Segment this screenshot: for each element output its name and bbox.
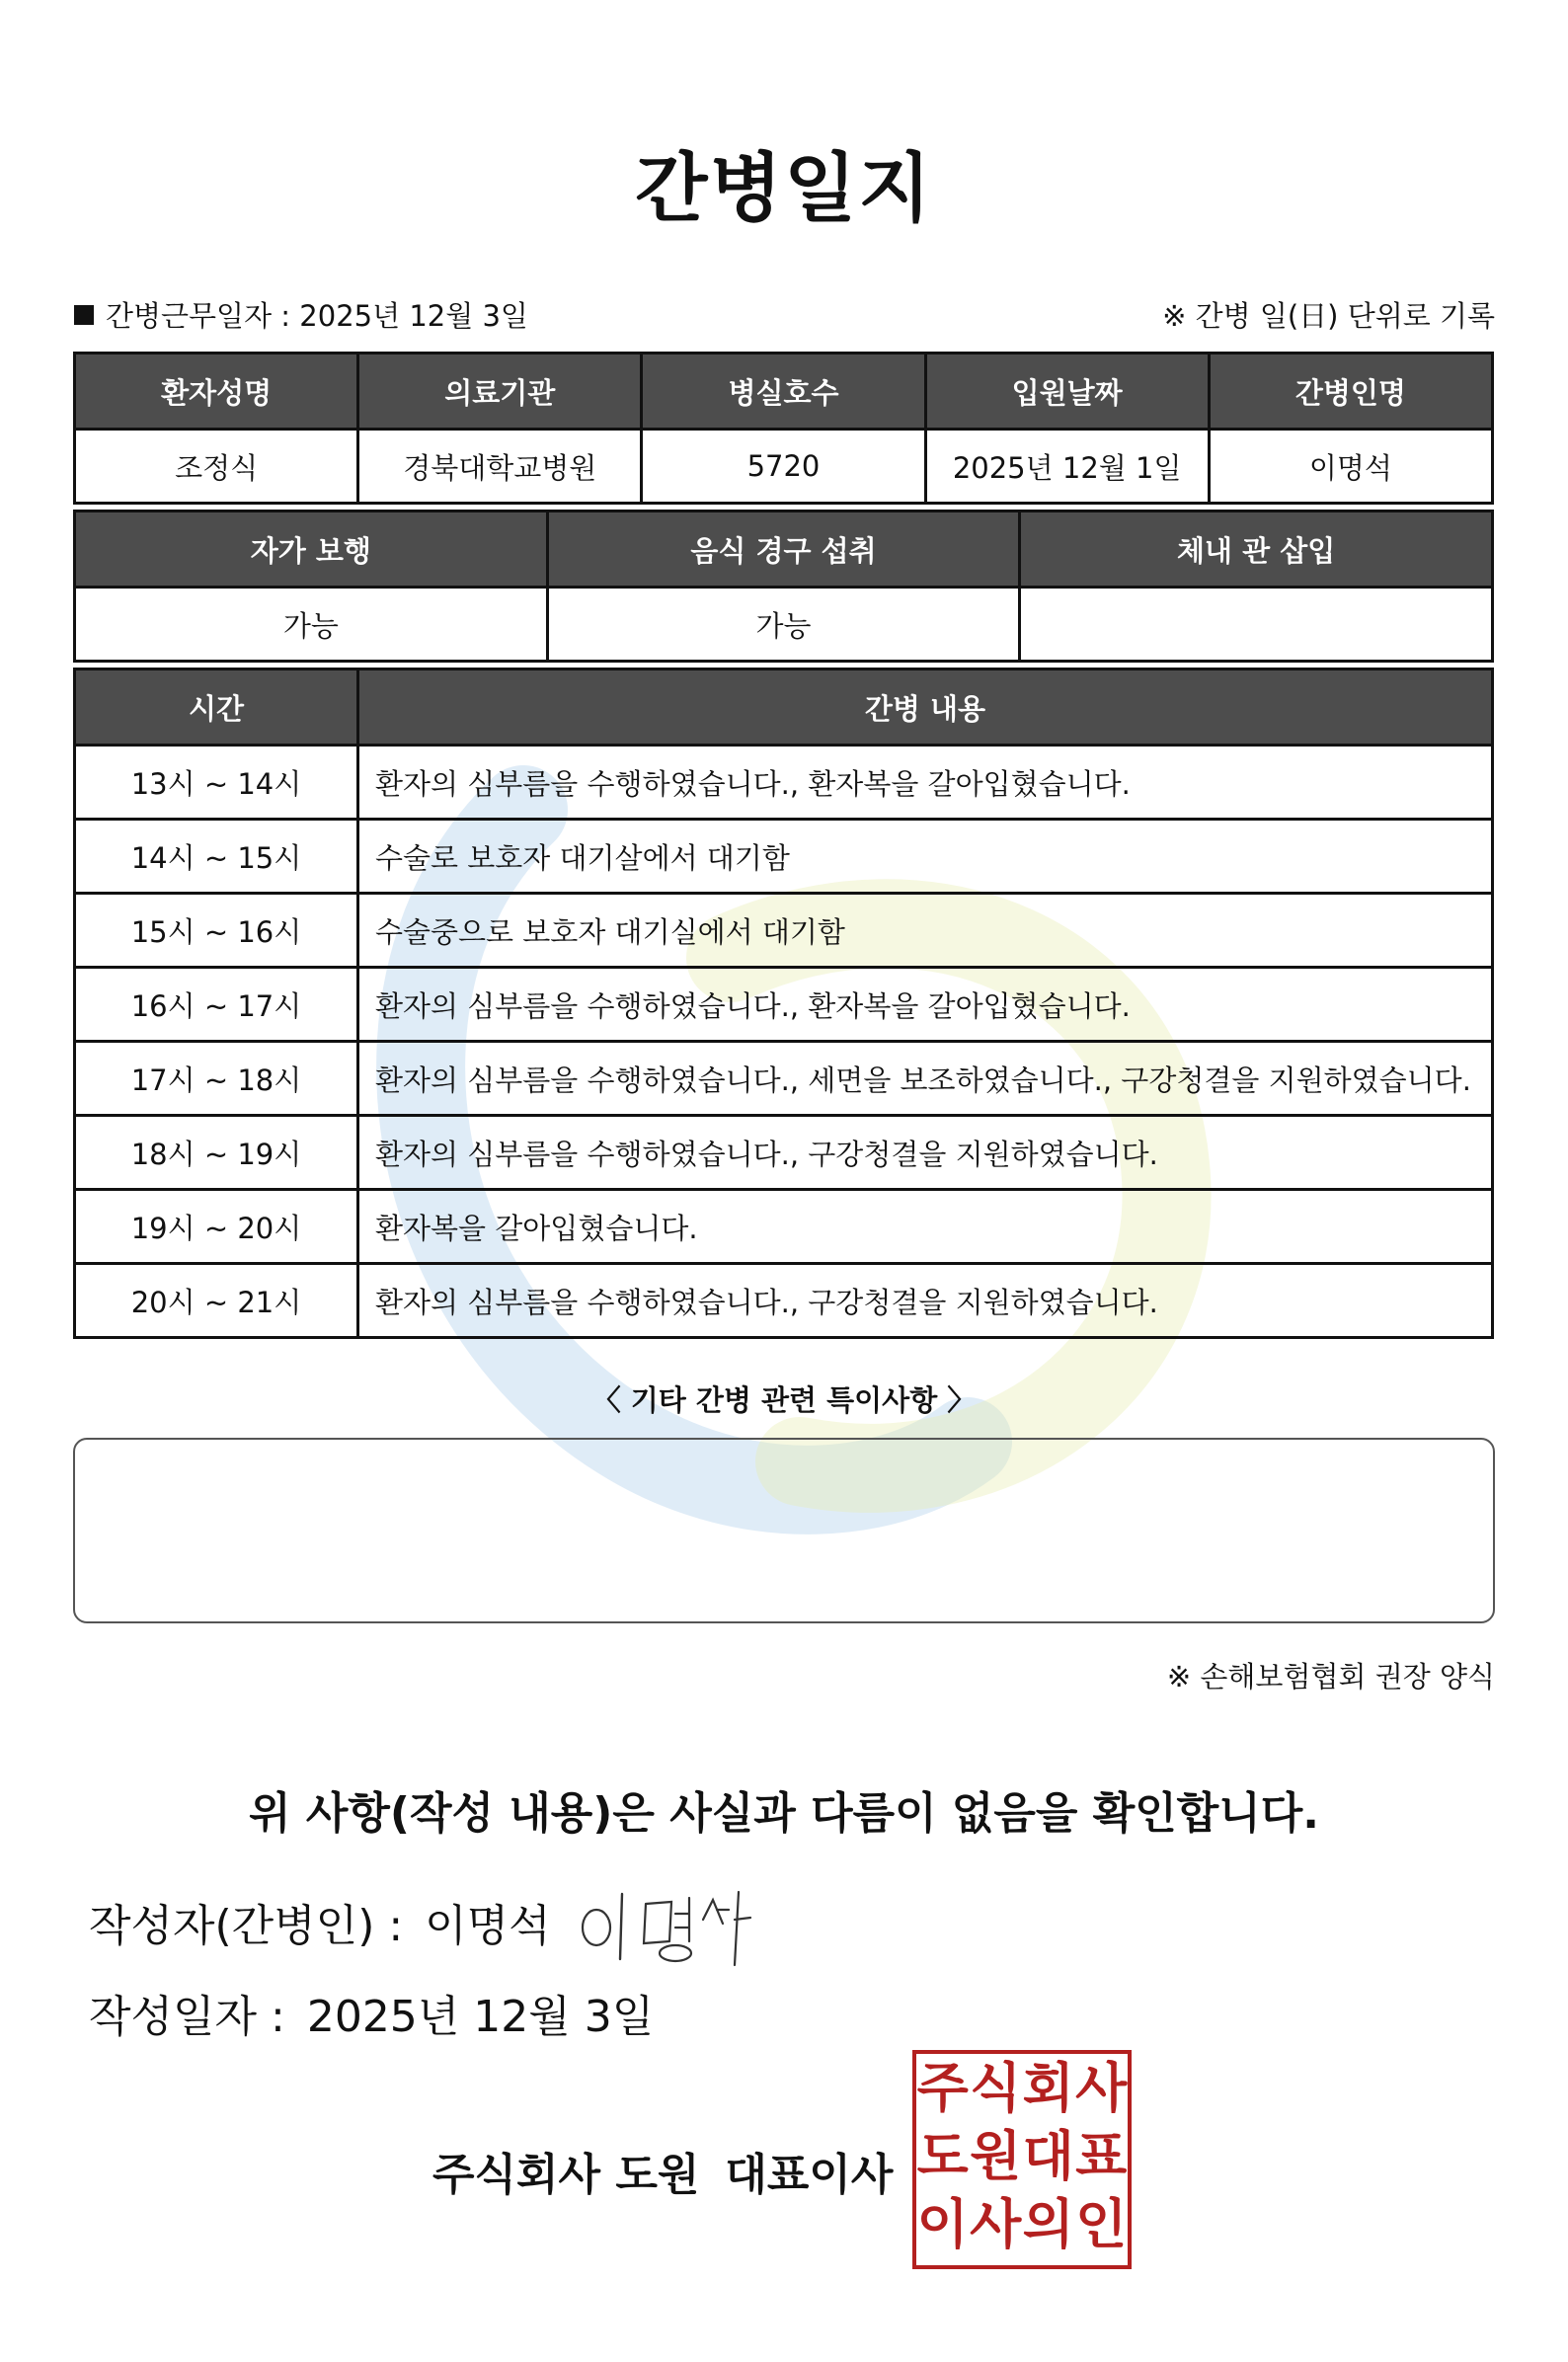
seal-char: 대 — [1022, 2124, 1074, 2187]
oral-intake-value: 가능 — [547, 588, 1020, 662]
hospital-name: 경북대학교병원 — [358, 430, 642, 504]
tube-insertion-value — [1020, 588, 1493, 662]
log-time: 17시 ~ 18시 — [75, 1042, 358, 1116]
page-title: 간병일지 — [635, 144, 933, 232]
seal-char: 이 — [916, 2192, 969, 2255]
seal-char: 회 — [1022, 2056, 1074, 2119]
written-date-label: 작성일자 : — [89, 1992, 285, 2042]
log-time: 13시 ~ 14시 — [75, 746, 358, 820]
patient-status-table — [73, 510, 1494, 663]
seal-char: 표 — [1075, 2124, 1128, 2187]
log-content: 환자의 심부름을 수행하였습니다., 구강청결을 지원하였습니다. — [358, 1264, 1493, 1338]
header-admission-date: 입원날짜 — [925, 354, 1209, 430]
written-date-value: 2025년 12월 3일 — [306, 1992, 655, 2042]
table-row — [75, 820, 1493, 894]
table-row — [75, 1116, 1493, 1190]
care-log-table — [73, 668, 1494, 1339]
header-caregiver-name: 간병인명 — [1209, 354, 1492, 430]
table-row — [75, 1190, 1493, 1264]
confirmation-statement: 위 사항(작성 내용)은 사실과 다름이 없음을 확인합니다. — [249, 1788, 1319, 1839]
log-header-row — [75, 669, 1493, 746]
status-header-row — [75, 512, 1493, 588]
company-line — [432, 2139, 893, 2202]
table-row — [75, 1264, 1493, 1338]
seal-char: 사 — [1075, 2056, 1128, 2119]
notes-heading: 〈 기타 간병 관련 특이사항 〉 — [591, 1383, 977, 1417]
seal-row — [916, 2190, 1128, 2258]
seal-char: 원 — [970, 2124, 1022, 2187]
seal-char: 의 — [1022, 2192, 1074, 2255]
caregiver-name: 이명석 — [1209, 430, 1492, 504]
header-room: 병실호수 — [642, 354, 925, 430]
status-value-row — [75, 588, 1493, 662]
header-care-content: 간병 내용 — [358, 669, 1493, 746]
work-date — [74, 294, 528, 335]
seal-char: 식 — [970, 2056, 1022, 2119]
form-note: ※ 손해보험협회 권장 양식 — [1166, 1660, 1495, 1693]
company-name: 주식회사 도원 — [432, 2150, 700, 2200]
seal-row — [916, 2054, 1128, 2122]
header-patient-name: 환자성명 — [75, 354, 358, 430]
seal-row — [916, 2122, 1128, 2190]
admission-date: 2025년 12월 1일 — [925, 430, 1209, 504]
work-date-value: 2025년 12월 3일 — [299, 299, 528, 333]
patient-value-row — [75, 430, 1493, 504]
patient-name: 조정식 — [75, 430, 358, 504]
patient-info-table — [73, 352, 1494, 505]
log-time: 16시 ~ 17시 — [75, 968, 358, 1042]
table-row — [75, 894, 1493, 968]
header-time: 시간 — [75, 669, 358, 746]
company-seal-stamp — [912, 2050, 1132, 2269]
log-content: 환자의 심부름을 수행하였습니다., 환자복을 갈아입혔습니다. — [358, 746, 1493, 820]
notes-box — [73, 1438, 1495, 1623]
seal-char: 사 — [970, 2192, 1022, 2255]
log-content: 환자의 심부름을 수행하였습니다., 환자복을 갈아입혔습니다. — [358, 968, 1493, 1042]
log-time: 19시 ~ 20시 — [75, 1190, 358, 1264]
log-time: 14시 ~ 15시 — [75, 820, 358, 894]
log-time: 20시 ~ 21시 — [75, 1264, 358, 1338]
writer-label: 작성자(간병인) : — [89, 1901, 404, 1951]
handwritten-signature — [573, 1880, 760, 1967]
header-tube-insertion: 체내 관 삽입 — [1020, 512, 1493, 588]
writer-name: 이명석 — [425, 1901, 551, 1951]
self-walking-value: 가능 — [75, 588, 548, 662]
seal-char: 주 — [916, 2056, 969, 2119]
log-content: 환자의 심부름을 수행하였습니다., 구강청결을 지원하였습니다. — [358, 1116, 1493, 1190]
table-row — [75, 968, 1493, 1042]
log-content: 환자의 심부름을 수행하였습니다., 세면을 보조하였습니다., 구강청결을 지원하였습니다. — [358, 1042, 1493, 1116]
log-content: 수술로 보호자 대기살에서 대기함 — [358, 820, 1493, 894]
log-content: 환자복을 갈아입혔습니다. — [358, 1190, 1493, 1264]
table-row — [75, 746, 1493, 820]
company-representative: 대표이사 — [725, 2150, 894, 2200]
record-note: ※ 간병 일(日) 단위로 기록 — [1162, 299, 1495, 333]
header-self-walking: 자가 보행 — [75, 512, 548, 588]
log-time: 15시 ~ 16시 — [75, 894, 358, 968]
log-time: 18시 ~ 19시 — [75, 1116, 358, 1190]
writer-line — [89, 1890, 551, 1953]
table-row — [75, 1042, 1493, 1116]
work-date-label: 간병근무일자 : — [106, 299, 291, 333]
log-content: 수술중으로 보호자 대기실에서 대기함 — [358, 894, 1493, 968]
square-bullet-icon — [74, 305, 94, 325]
header-oral-intake: 음식 경구 섭취 — [547, 512, 1020, 588]
header-hospital: 의료기관 — [358, 354, 642, 430]
seal-char: 인 — [1075, 2192, 1128, 2255]
patient-header-row — [75, 354, 1493, 430]
seal-char: 도 — [916, 2124, 969, 2187]
written-date-line — [89, 1981, 654, 2044]
room-number: 5720 — [642, 430, 925, 504]
